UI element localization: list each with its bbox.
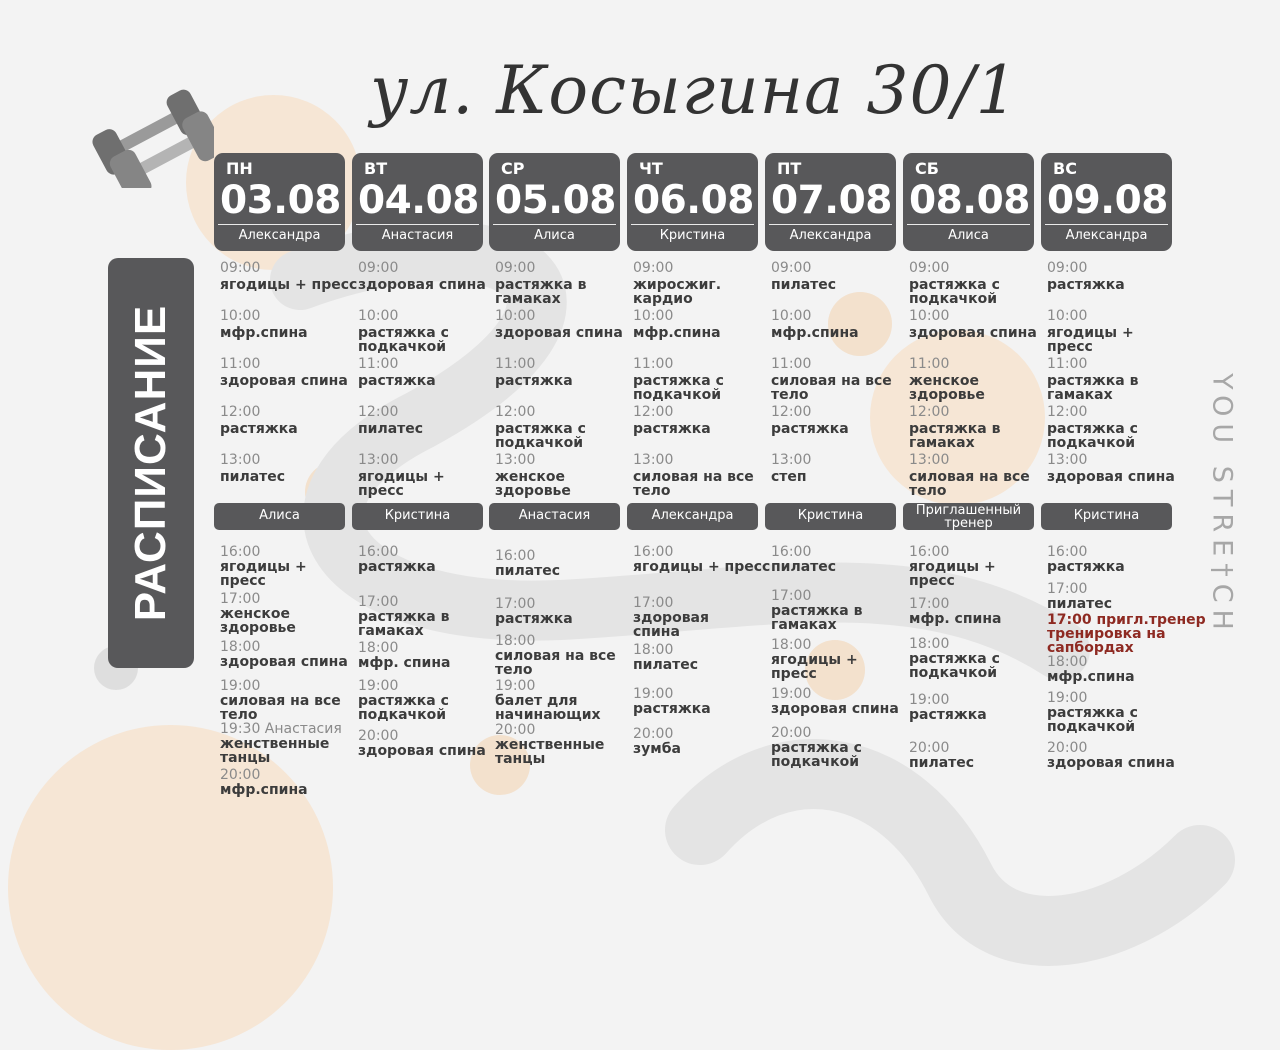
class-name: пилатес [220,469,286,485]
class-name: мфр.спина [1047,669,1135,685]
class-name: здоровая спина [1047,469,1175,485]
class-name: силовая на все тело [220,693,341,723]
guest-class-note: 17:00 пригл.тренер тренировка на сапбордах [1047,612,1206,656]
class-time: 10:00 [1047,308,1088,324]
class-time: 13:00 [909,452,950,468]
class-time: 19:00 [633,686,674,702]
class-name: пилатес [1047,596,1113,612]
class-name: мфр.спина [220,782,308,798]
day-header [352,153,483,251]
class-name: мфр. спина [909,611,1002,627]
day-of-week: СБ [915,159,939,178]
class-name: здоровая спина [358,277,486,293]
class-time: 13:00 [1047,452,1088,468]
day-trainer: Александра [1045,224,1168,249]
class-name: здоровая спина [358,743,486,759]
class-time: 17:00 [633,595,674,611]
class-time: 13:00 [633,452,674,468]
class-time: 19:00 [495,678,536,694]
class-name: растяжка в гамаках [771,603,863,633]
class-time: 10:00 [220,308,261,324]
class-time: 12:00 [771,404,812,420]
class-time: 12:00 [495,404,536,420]
class-time: 16:00 [1047,544,1088,560]
class-time: 11:00 [495,356,536,372]
class-name: растяжка с подкачкой [1047,705,1138,735]
day-trainer: Алиса [907,224,1030,249]
day-header [1041,153,1172,251]
class-time: 20:00 [771,725,812,741]
class-time: 09:00 [220,260,261,276]
class-name: растяжка [220,421,298,437]
day-of-week: СР [501,159,525,178]
class-name: степ [771,469,807,485]
class-time: 18:00 [495,633,536,649]
class-name: ягодицы + пресс [1047,325,1134,355]
class-name: ягодицы + пресс [771,652,858,682]
class-name: пилатес [909,755,975,771]
evening-trainer: Алиса [214,503,345,530]
class-name: пилатес [633,657,699,673]
class-time: 11:00 [633,356,674,372]
dumbbell-icon [84,78,214,188]
class-name: женственные танцы [220,736,330,766]
class-time: 09:00 [633,260,674,276]
class-time: 17:00 [909,596,950,612]
class-name: растяжка [495,611,573,627]
evening-trainer: Александра [627,503,758,530]
class-time: 19:30 Анастасия [220,721,342,737]
class-name: пилатес [771,277,837,293]
brand-logo: YOU STRE†CH [1206,373,1238,637]
class-time: 13:00 [220,452,261,468]
decor-circle [828,292,892,356]
class-time: 18:00 [771,637,812,653]
day-date: 06.08 [633,178,754,223]
day-trainer: Александра [218,224,341,249]
evening-trainer: Приглашенный тренер [903,503,1034,530]
day-of-week: ВТ [364,159,388,178]
class-name: растяжка с подкачкой [358,325,449,355]
schedule-banner-label: РАСПИСАНИЕ [126,304,175,622]
day-header [903,153,1034,251]
class-name: пилатес [358,421,424,437]
day-date: 08.08 [909,178,1030,223]
day-date: 09.08 [1047,178,1168,223]
class-name: растяжка [358,373,436,389]
class-time: 12:00 [220,404,261,420]
day-of-week: ПН [226,159,253,178]
class-time: 09:00 [1047,260,1088,276]
class-name: растяжка с подкачкой [909,651,1000,681]
day-of-week: ПТ [777,159,802,178]
schedule-banner [108,258,194,668]
class-time: 17:00 [771,588,812,604]
class-time: 20:00 [358,728,399,744]
class-time: 11:00 [909,356,950,372]
class-time: 19:00 [1047,690,1088,706]
class-name: балет для начинающих [495,693,601,723]
class-time: 17:00 [1047,581,1088,597]
class-time: 20:00 [909,740,950,756]
class-time: 16:00 [495,548,536,564]
class-time: 16:00 [771,544,812,560]
class-time: 17:00 [495,596,536,612]
class-name: ягодицы + пресс [633,559,771,575]
class-time: 20:00 [1047,740,1088,756]
class-time: 09:00 [771,260,812,276]
class-time: 10:00 [909,308,950,324]
class-time: 19:00 [220,678,261,694]
day-header [214,153,345,251]
class-name: растяжка в гамаках [909,421,1001,451]
class-time: 12:00 [1047,404,1088,420]
class-time: 18:00 [220,639,261,655]
day-header [765,153,896,251]
class-time: 10:00 [771,308,812,324]
day-of-week: ЧТ [639,159,663,178]
class-time: 16:00 [909,544,950,560]
class-name: мфр. спина [358,655,451,671]
class-name: ягодицы + пресс [909,559,996,589]
day-date: 04.08 [358,178,479,223]
class-name: растяжка с подкачкой [1047,421,1138,451]
class-time: 16:00 [220,544,261,560]
class-time: 12:00 [909,404,950,420]
class-time: 17:00 [358,594,399,610]
class-name: растяжка [358,559,436,575]
class-time: 19:00 [358,678,399,694]
class-time: 18:00 [909,636,950,652]
class-time: 10:00 [495,308,536,324]
day-header [627,153,758,251]
class-name: растяжка [771,421,849,437]
class-name: растяжка [909,707,987,723]
class-name: растяжка в гамаках [495,277,587,307]
class-name: здоровая спина [1047,755,1175,771]
class-time: 18:00 [358,640,399,656]
class-name: растяжка в гамаках [1047,373,1139,403]
class-time: 13:00 [495,452,536,468]
day-trainer: Кристина [631,224,754,249]
day-date: 05.08 [495,178,616,223]
day-of-week: ВС [1053,159,1077,178]
class-time: 19:00 [771,686,812,702]
class-name: растяжка [633,421,711,437]
evening-trainer: Кристина [352,503,483,530]
class-name: силовая на все тело [771,373,892,403]
class-name: женственные танцы [495,737,605,767]
page-title: ул. Косыгина 30/1 [370,52,1019,129]
evening-trainer: Кристина [765,503,896,530]
class-name: растяжка с подкачкой [909,277,1000,307]
class-time: 18:00 [1047,654,1088,670]
class-name: здоровая спина [220,373,348,389]
class-time: 11:00 [771,356,812,372]
class-time: 20:00 [495,722,536,738]
class-time: 12:00 [358,404,399,420]
evening-trainer: Кристина [1041,503,1172,530]
class-name: растяжка с подкачкой [358,693,449,723]
class-name: жиросжиг. кардио [633,277,722,307]
class-name: пилатес [495,563,561,579]
evening-trainer: Анастасия [489,503,620,530]
class-name: силовая на все тело [633,469,754,499]
class-name: мфр.спина [771,325,859,341]
class-time: 09:00 [909,260,950,276]
day-date: 03.08 [220,178,341,223]
class-time: 12:00 [633,404,674,420]
class-time: 16:00 [633,544,674,560]
class-name: ягодицы + пресс [220,277,358,293]
class-name: здоровая спина [633,610,709,640]
day-trainer: Алиса [493,224,616,249]
day-trainer: Анастасия [356,224,479,249]
class-name: женское здоровье [909,373,985,403]
class-time: 13:00 [771,452,812,468]
class-name: растяжка [633,701,711,717]
class-name: силовая на все тело [495,648,616,678]
class-time: 17:00 [220,591,261,607]
class-name: растяжка в гамаках [358,609,450,639]
class-time: 18:00 [633,642,674,658]
class-name: растяжка [1047,277,1125,293]
class-time: 13:00 [358,452,399,468]
class-time: 09:00 [358,260,399,276]
class-name: женское здоровье [220,606,296,636]
class-name: здоровая спина [909,325,1037,341]
class-name: ягодицы + пресс [220,559,307,589]
class-time: 20:00 [220,767,261,783]
class-time: 11:00 [220,356,261,372]
class-name: растяжка [495,373,573,389]
class-name: мфр.спина [220,325,308,341]
class-name: растяжка с подкачкой [633,373,724,403]
class-time: 11:00 [358,356,399,372]
class-name: растяжка [1047,559,1125,575]
class-time: 10:00 [633,308,674,324]
class-name: пилатес [771,559,837,575]
day-trainer: Александра [769,224,892,249]
class-name: здоровая спина [495,325,623,341]
day-date: 07.08 [771,178,892,223]
class-time: 09:00 [495,260,536,276]
day-header [489,153,620,251]
class-name: ягодицы + пресс [358,469,445,499]
class-time: 19:00 [909,692,950,708]
class-name: зумба [633,741,681,757]
class-time: 10:00 [358,308,399,324]
class-time: 11:00 [1047,356,1088,372]
class-name: растяжка с подкачкой [495,421,586,451]
class-name: мфр.спина [633,325,721,341]
decor-circle [8,725,333,1050]
class-time: 16:00 [358,544,399,560]
class-time: 20:00 [633,726,674,742]
class-name: здоровая спина [220,654,348,670]
class-name: здоровая спина [771,701,899,717]
class-name: растяжка с подкачкой [771,740,862,770]
class-name: женское здоровье [495,469,571,499]
class-name: силовая на все тело [909,469,1030,499]
